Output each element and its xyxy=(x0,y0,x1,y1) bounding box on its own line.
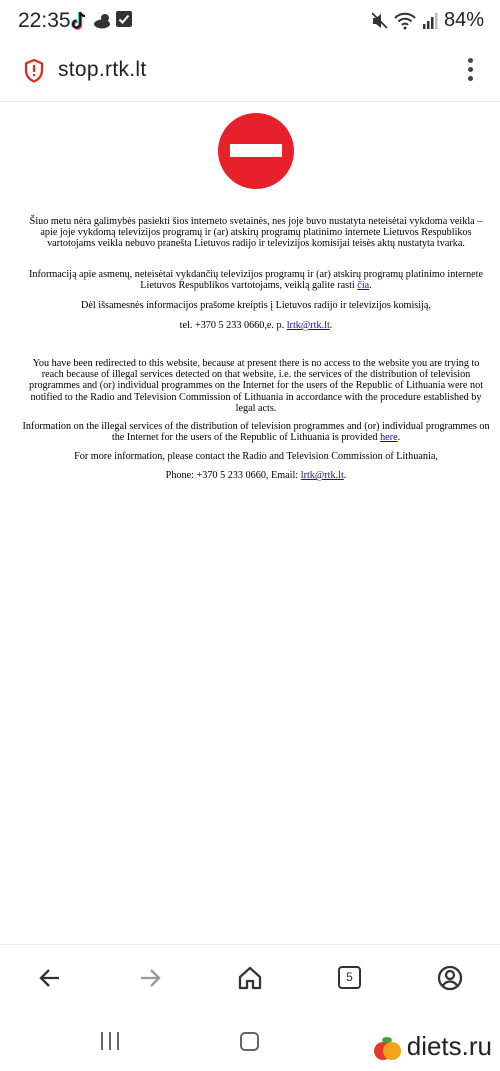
shield-alert-icon[interactable] xyxy=(24,59,44,83)
lt-paragraph-2: Informaciją apie asmenų, neteisėtai vykdančių televizijos programų ir (ar) atskirų programų platinimo internete Lietuvos Respublikos vartotojams, veiklą galite rasti čia. xyxy=(28,269,484,292)
recent-apps-icon[interactable] xyxy=(100,1032,122,1050)
lt-contact: tel. +370 5 233 0660,e. p. lrtk@rtk.lt. xyxy=(179,320,333,331)
more-vert-icon[interactable] xyxy=(466,58,474,84)
browser-bottom-nav xyxy=(0,944,500,1010)
mute-icon xyxy=(372,12,388,30)
account-icon[interactable] xyxy=(437,965,463,991)
lt-email-link[interactable]: lrtk@rtk.lt xyxy=(286,320,330,331)
back-icon[interactable] xyxy=(37,965,63,991)
forward-icon[interactable] xyxy=(137,965,163,991)
watermark xyxy=(373,1031,492,1062)
stop-sign-icon xyxy=(218,113,294,189)
address-bar[interactable] xyxy=(0,44,500,102)
en-email-link[interactable]: lrtk@rtk.lt xyxy=(300,470,344,481)
tabs-icon[interactable]: 5 xyxy=(338,966,361,989)
lt-paragraph-3: Dėl išsamesnės informacijos prašome kreiptis į Lietuvos radijo ir televizijos komisiją, xyxy=(81,300,431,311)
en-contact: Phone: +370 5 233 0660, Email: lrtk@rtk.lt. xyxy=(165,470,347,481)
watermark-text: diets.ru xyxy=(406,1031,492,1061)
battery-level: 84% xyxy=(443,9,484,31)
en-paragraph-2: Information on the illegal services of the distribution of television programmes and (or) individual programmes on the Internet for the users of the Republic of Lithuania is provided here. xyxy=(22,421,490,444)
status-time: 22:35 xyxy=(18,9,71,32)
en-paragraph-1: You have been redirected to this website, because at present there is no access to the website you are trying to reach because of illegal services detected on that website, i.e. the services of the distribution of television programmes and (or) individual programmes on the Internet for the users of the Republic of Lithuania were not notified to the Radio and Television Commission of Lithuania in accordance with the procedure established by legal acts. xyxy=(28,358,484,414)
lt-paragraph-1: Šiuo metu nėra galimybės pasiekti šios interneto svetainės, nes joje buvo nustatyta neteisėtai vykdoma veikla – apie joje vykdomą televizijos programų ir (ar) atskirų programų platinimo internete Lietuvos Respublikos vartotojams veikla nebuvo pranešta Lietuvos radijo ir televizijos komisijai teisės aktų nustatyta tvarka. xyxy=(29,216,483,250)
en-info-link[interactable]: here xyxy=(380,432,398,444)
en-paragraph-3: For more information, please contact the Radio and Television Commission of Lithuania, xyxy=(74,451,438,462)
status-bar xyxy=(0,0,500,44)
tiktok-icon xyxy=(70,11,88,31)
fruit-logo-icon xyxy=(373,1032,403,1062)
system-home-icon[interactable] xyxy=(240,1032,259,1051)
url-text[interactable]: stop.rtk.lt xyxy=(58,58,147,81)
weather-icon xyxy=(93,11,113,31)
home-icon[interactable] xyxy=(237,965,263,991)
status-right xyxy=(372,9,484,32)
lt-info-link[interactable]: čia xyxy=(357,280,370,292)
checkbox-icon xyxy=(116,11,132,27)
wifi-icon xyxy=(394,12,416,30)
signal-icon xyxy=(422,12,438,30)
